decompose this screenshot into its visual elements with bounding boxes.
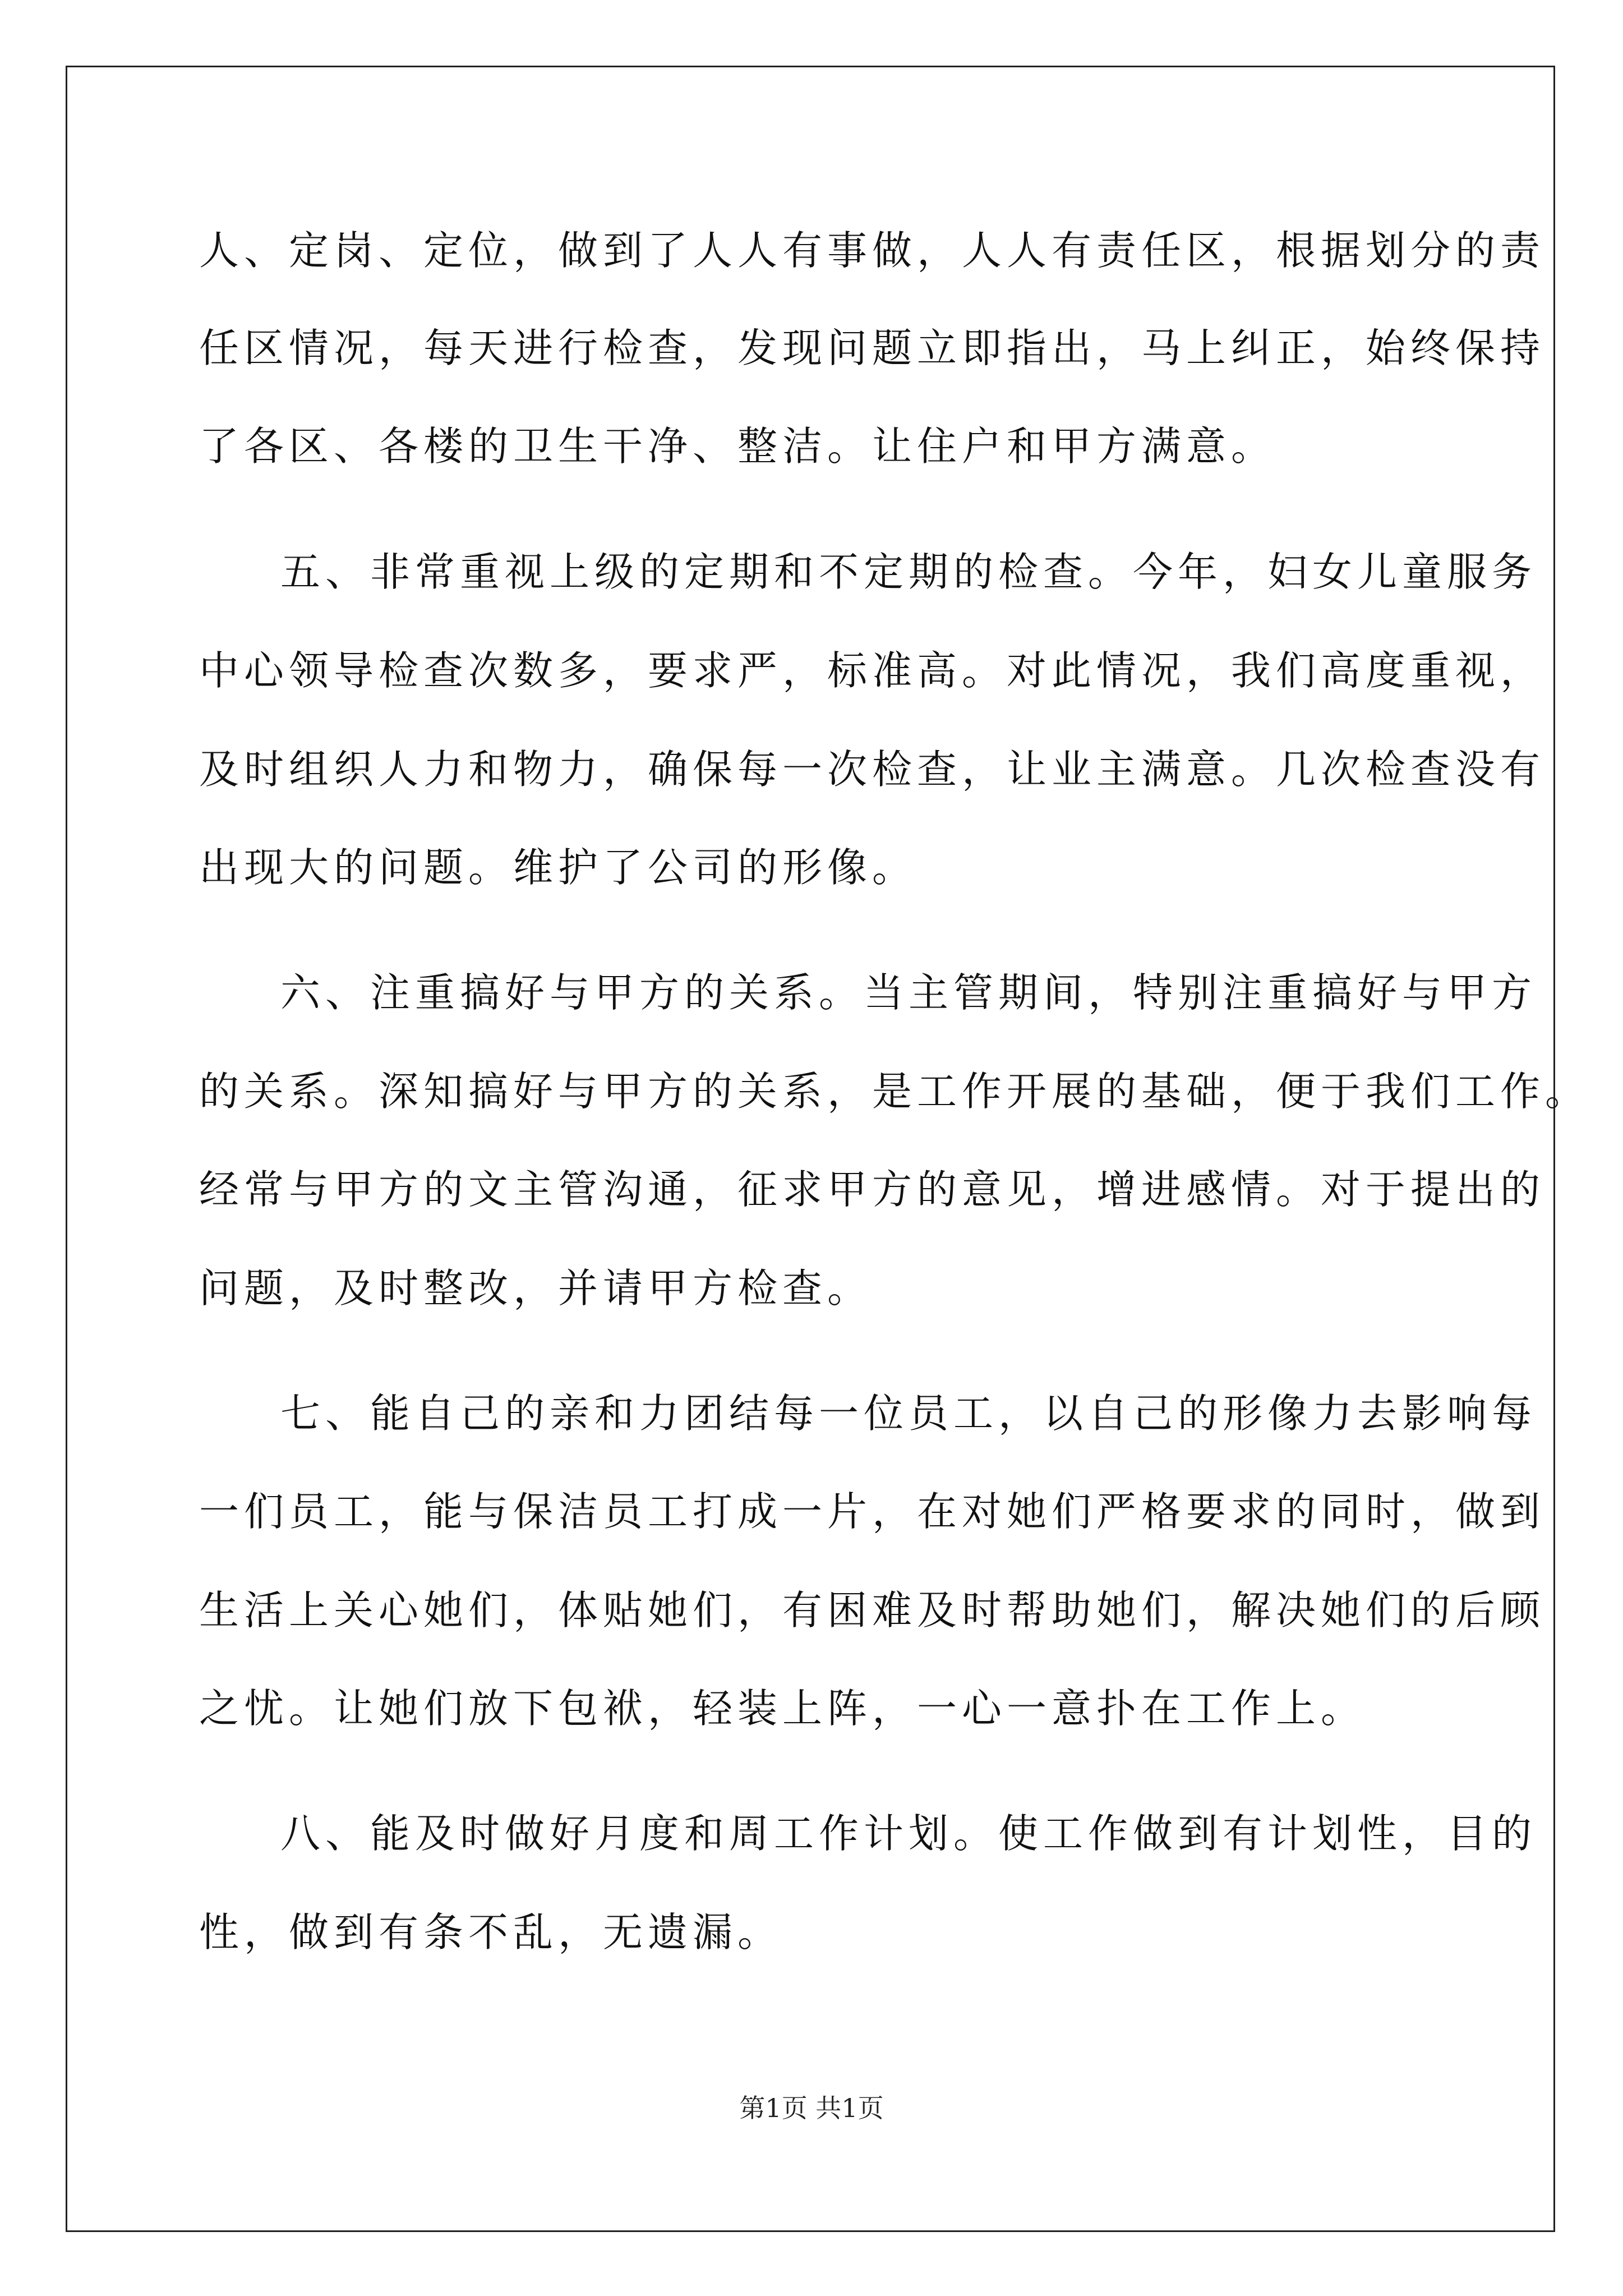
text-line: 出现大的问题。维护了公司的形像。: [199, 844, 917, 891]
text-line: 任区情况，每天进行检查，发现问题立即指出，马上纠正，始终保持: [199, 325, 1546, 371]
paragraph-start-line: 六、注重搞好与甲方的关系。当主管期间，特别注重搞好与甲方: [280, 969, 1537, 1016]
text-line: 及时组织人力和物力，确保每一次检查，让业主满意。几次检查没有: [199, 746, 1546, 793]
text-line: 人、定岗、定位，做到了人人有事做，人人有责任区，根据划分的责: [199, 227, 1546, 274]
text-line: 经常与甲方的文主管沟通，征求甲方的意见，增进感情。对于提出的: [199, 1166, 1546, 1213]
page-number-footer: 第1页 共1页: [739, 2093, 884, 2123]
text-line: 性，做到有条不乱，无遗漏。: [199, 1909, 783, 1955]
paragraph-start-line: 八、能及时做好月度和周工作计划。使工作做到有计划性，目的: [280, 1810, 1537, 1857]
text-line: 之忧。让她们放下包袱，轻装上阵，一心一意扑在工作上。: [199, 1685, 1366, 1732]
text-line: 问题，及时整改，并请甲方检查。: [199, 1265, 873, 1312]
text-line: 中心领导检查次数多，要求严，标准高。对此情况，我们高度重视，: [199, 647, 1546, 694]
text-line: 的关系。深知搞好与甲方的关系，是工作开展的基础，便于我们工作。: [199, 1068, 1590, 1115]
text-line: 生活上关心她们，体贴她们，有困难及时帮助她们，解决她们的后顾: [199, 1587, 1546, 1634]
paragraph-start-line: 五、非常重视上级的定期和不定期的检查。今年，妇女儿童服务: [280, 549, 1537, 595]
text-line: 一们员工，能与保洁员工打成一片，在对她们严格要求的同时，做到: [199, 1488, 1546, 1535]
text-line: 了各区、各楼的卫生干净、整洁。让住户和甲方满意。: [199, 423, 1276, 470]
paragraph-start-line: 七、能自己的亲和力团结每一位员工，以自己的形像力去影响每: [280, 1390, 1537, 1437]
